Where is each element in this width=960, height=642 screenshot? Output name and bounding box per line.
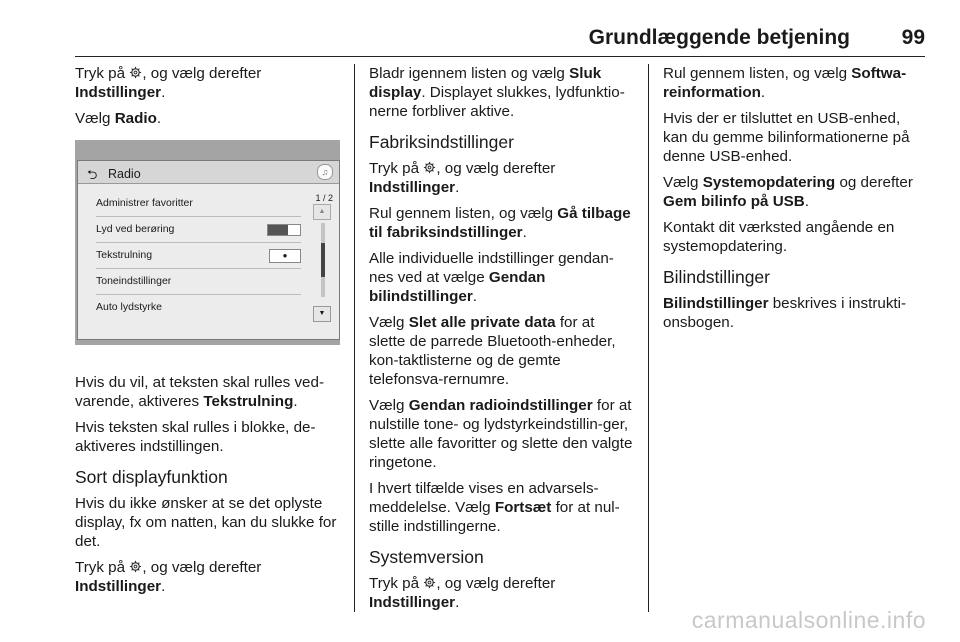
- column-divider: [354, 64, 355, 612]
- heading: Bilindstillinger: [663, 267, 770, 287]
- page-header: [75, 22, 925, 57]
- paragraph: Vælg Systemopdatering og derefter Gem bilinfo på USB.: [663, 174, 913, 210]
- gear-icon: [423, 576, 436, 589]
- music-note-icon: ♫: [317, 164, 333, 180]
- list-item: Administrer favoritter: [96, 191, 301, 217]
- watermark: carmanualsonline.info: [691, 607, 926, 633]
- heading: Sort displayfunktion: [75, 467, 228, 487]
- page-indicator: 1 / 2: [315, 193, 333, 203]
- section-title: Grundlæggende betjening: [588, 26, 850, 49]
- paragraph: Bilindstillinger beskrives i instrukti-onsbogen.: [663, 295, 907, 331]
- paragraph: Hvis du ikke ønsker at se det oplyste display, fx om natten, kan du slukke for det.: [75, 495, 337, 550]
- paragraph: Hvis der er tilsluttet en USB-enhed, kan du gemme bilinformationerne på denne USB-enhed.: [663, 110, 910, 165]
- paragraph: I hvert tilfælde vises en advarsels-meddelelse. Vælg Fortsæt for at nul-stille indstillingerne.: [369, 480, 620, 535]
- paragraph: Tryk på , og vælg derefter Indstillinger.: [369, 160, 556, 196]
- paragraph: Vælg Gendan radioindstillinger for at nulstille tone- og lydstyrkeindstillin-ger, slette alle favoritter og slette den valgte ringetone.: [369, 397, 633, 471]
- toggle-off-indicator: ●: [269, 249, 301, 263]
- scroll-down-icon: ▼: [313, 306, 331, 322]
- paragraph: Kontakt dit værksted angående en systemopdatering.: [663, 219, 895, 255]
- paragraph: Rul gennem listen, og vælg Gå tilbage til fabriksindstillinger.: [369, 205, 631, 241]
- list-item: Tekstrulning ●: [96, 243, 301, 269]
- paragraph: Rul gennem listen, og vælg Softwa-reinformation.: [663, 65, 907, 101]
- paragraph: Vælg Slet alle private data for at slette de parrede Bluetooth-enheder, kon-taktlisterne og de gemte telefonsva-rernumre.: [369, 314, 616, 388]
- back-arrow-icon: ⮌: [87, 167, 98, 182]
- paragraph: Tryk på , og vælg derefter Indstillinger.: [75, 559, 262, 595]
- paragraph: Vælg Radio.: [75, 110, 162, 127]
- paragraph: Bladr igennem listen og vælg Sluk display. Displayet slukkes, lydfunktio-nerne forbliver aktive.: [369, 65, 625, 120]
- gear-icon: [423, 161, 436, 174]
- page-number: 99: [901, 26, 925, 49]
- gear-icon: [129, 560, 142, 573]
- screen-title-bar: [78, 161, 339, 184]
- list-item: Lyd ved berøring: [96, 217, 301, 243]
- screen-title: Radio: [108, 167, 141, 181]
- list-item: Auto lydstyrke: [96, 301, 162, 313]
- radio-settings-screenshot: [75, 140, 340, 345]
- paragraph: Tryk på , og vælg derefter Indstillinger.: [75, 65, 262, 101]
- toggle-switch: [267, 224, 301, 236]
- column-1: [75, 64, 340, 603]
- paragraph: Alle individuelle indstillinger gendan-nes ved at vælge Gendan bilindstillinger.: [369, 250, 614, 305]
- settings-list: [96, 191, 301, 320]
- scrollbar: [321, 223, 325, 297]
- paragraph: Hvis teksten skal rulles i blokke, de-aktiveres indstillingen.: [75, 419, 316, 455]
- gear-icon: [129, 66, 142, 79]
- display-screen: [77, 160, 340, 340]
- scroll-up-icon: ▲: [313, 204, 331, 220]
- column-3: [663, 64, 928, 339]
- paragraph: Hvis du vil, at teksten skal rulles ved-varende, aktiveres Tekstrulning.: [75, 374, 324, 410]
- heading: Fabriksindstillinger: [369, 132, 514, 152]
- column-2: [369, 64, 634, 619]
- list-item: Toneindstillinger: [96, 269, 301, 295]
- column-divider: [648, 64, 649, 612]
- heading: Systemversion: [369, 547, 484, 567]
- paragraph: Tryk på , og vælg derefter Indstillinger.: [369, 575, 556, 611]
